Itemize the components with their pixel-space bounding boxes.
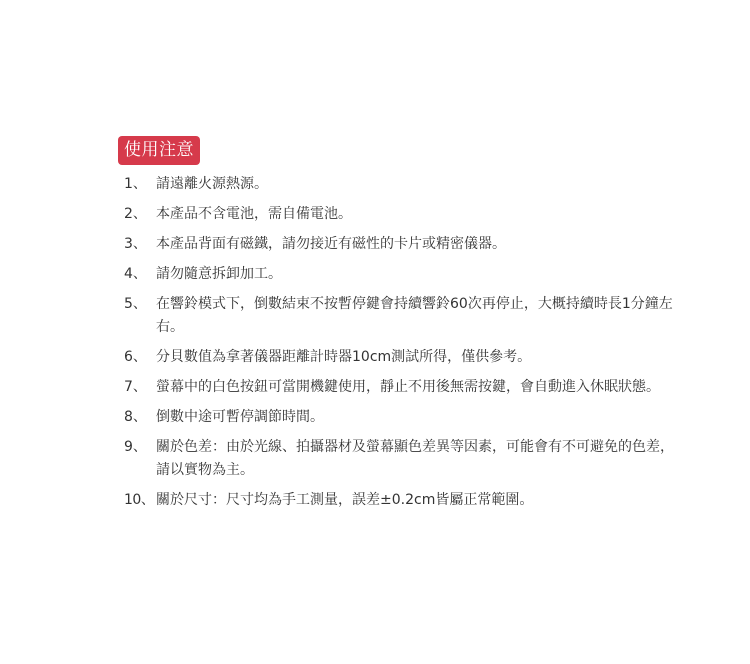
item-number: 6、 bbox=[124, 349, 147, 365]
item-number: 5、 bbox=[124, 296, 147, 312]
item-number: 3、 bbox=[124, 236, 147, 252]
item-text: 請遠離火源熱源。 bbox=[156, 176, 268, 192]
usage-notice bbox=[118, 136, 698, 519]
list-item bbox=[118, 203, 698, 226]
item-text: 關於尺寸：尺寸均為手工測量，誤差±0.2cm皆屬正常範圍。 bbox=[156, 492, 534, 508]
list-item bbox=[118, 489, 698, 512]
item-text: 關於色差：由於光線、拍攝器材及螢幕顯色差異等因素，可能會有不可避免的色差，請以實物為主。 bbox=[156, 439, 674, 478]
list-item bbox=[118, 436, 698, 482]
item-text: 本產品不含電池，需自備電池。 bbox=[156, 206, 352, 222]
item-number: 10、 bbox=[124, 492, 155, 508]
list-item bbox=[118, 173, 698, 196]
item-text: 本產品背面有磁鐵，請勿接近有磁性的卡片或精密儀器。 bbox=[156, 236, 506, 252]
item-number: 8、 bbox=[124, 409, 147, 425]
item-number: 2、 bbox=[124, 206, 147, 222]
item-text: 分貝數值為拿著儀器距離計時器10cm測試所得，僅供參考。 bbox=[156, 349, 532, 365]
list-item bbox=[118, 376, 698, 399]
notice-title-badge: 使用注意 bbox=[118, 136, 200, 165]
list-item bbox=[118, 233, 698, 256]
item-text: 倒數中途可暫停調節時間。 bbox=[156, 409, 324, 425]
item-text: 螢幕中的白色按鈕可當開機鍵使用，靜止不用後無需按鍵，會自動進入休眠狀態。 bbox=[156, 379, 660, 395]
list-item bbox=[118, 346, 698, 369]
list-item bbox=[118, 406, 698, 429]
list-item bbox=[118, 293, 698, 339]
item-text: 請勿隨意拆卸加工。 bbox=[156, 266, 282, 282]
notice-list bbox=[118, 173, 698, 512]
list-item bbox=[118, 263, 698, 286]
item-number: 4、 bbox=[124, 266, 147, 282]
item-number: 1、 bbox=[124, 176, 147, 192]
item-text: 在響鈴模式下，倒數結束不按暫停鍵會持續響鈴60次再停止，大概持續時長1分鐘左右。 bbox=[156, 296, 673, 335]
item-number: 9、 bbox=[124, 439, 147, 455]
item-number: 7、 bbox=[124, 379, 147, 395]
